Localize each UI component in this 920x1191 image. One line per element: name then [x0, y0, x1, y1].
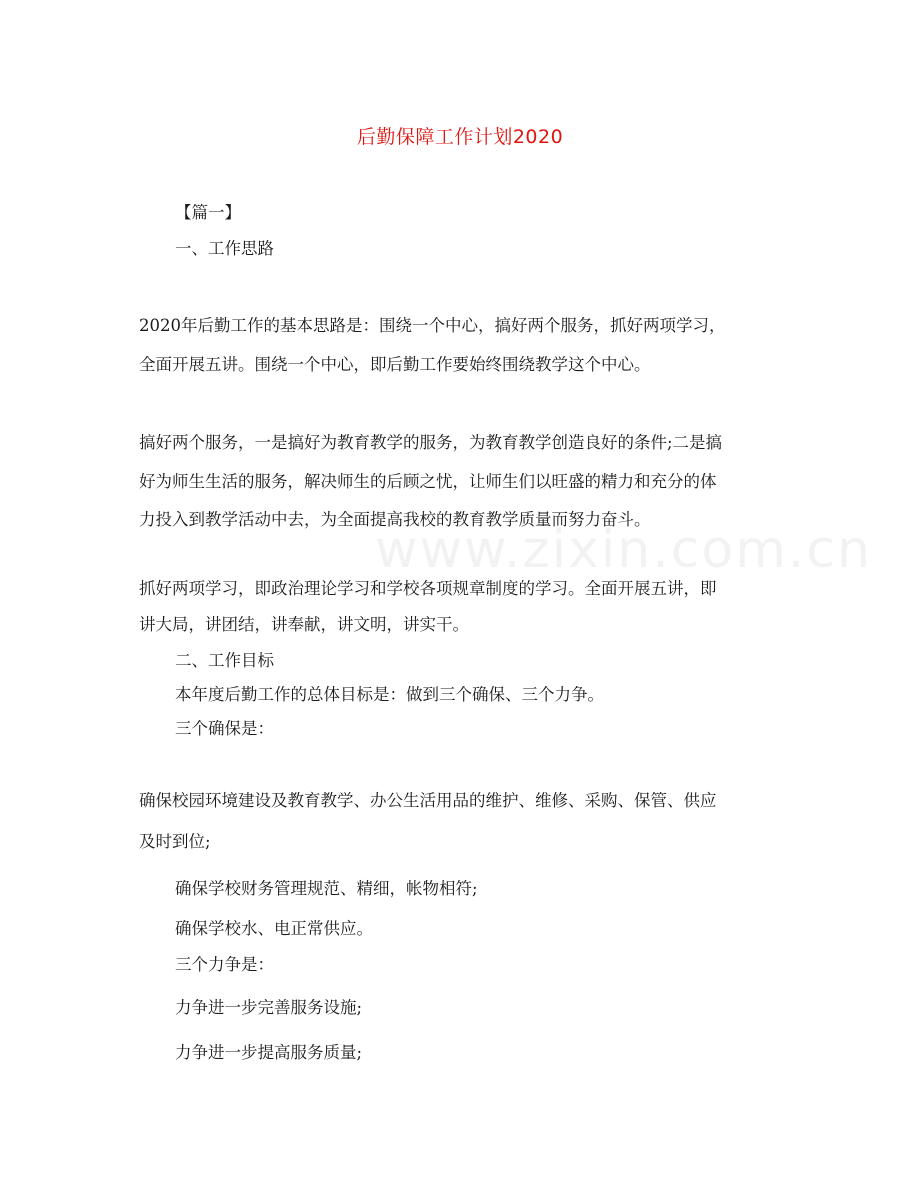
section-label: 【篇一】: [175, 203, 241, 222]
strive-intro: 三个力争是：: [175, 955, 274, 974]
paragraph-line: 搞好两个服务，一是搞好为教育教学的服务，为教育教学创造良好的条件;二是搞: [139, 433, 723, 452]
document-title: 后勤保障工作计划2020: [356, 126, 564, 148]
paragraph-line: 全面开展五讲。围绕一个中心，即后勤工作要始终围绕教学这个中心。: [139, 355, 651, 374]
strive-item: 力争进一步提高服务质量;: [175, 1043, 363, 1062]
ensure-item: 确保学校财务管理规范、精细，帐物相符;: [175, 879, 478, 898]
heading-work-approach: 一、工作思路: [175, 239, 274, 258]
ensure-item-line: 及时到位;: [139, 832, 211, 851]
paragraph-line: 力投入到教学活动中去，为全面提高我校的教育教学质量而努力奋斗。: [139, 510, 651, 529]
paragraph-line: 好为师生生活的服务，解决师生的后顾之忧，让师生们以旺盛的精力和充分的体: [139, 472, 717, 491]
ensure-intro: 三个确保是：: [175, 719, 274, 738]
paragraph-line: 抓好两项学习，即政治理论学习和学校各项规章制度的学习。全面开展五讲，即: [139, 579, 717, 598]
strive-item: 力争进一步完善服务设施;: [175, 998, 363, 1017]
paragraph-line: 2020年后勤工作的基本思路是：围绕一个中心，搞好两个服务，抓好两项学习，: [139, 316, 726, 335]
paragraph-line: 讲大局，讲团结，讲奉献，讲文明，讲实干。: [139, 615, 469, 634]
goal-intro: 本年度后勤工作的总体目标是：做到三个确保、三个力争。: [175, 685, 604, 704]
heading-work-goals: 二、工作目标: [175, 651, 274, 670]
watermark: www.zixin.com.cn: [375, 520, 872, 580]
ensure-item-line: 确保校园环境建设及教育教学、办公生活用品的维护、维修、采购、保管、供应: [139, 791, 717, 810]
ensure-item: 确保学校水、电正常供应。: [175, 919, 373, 938]
